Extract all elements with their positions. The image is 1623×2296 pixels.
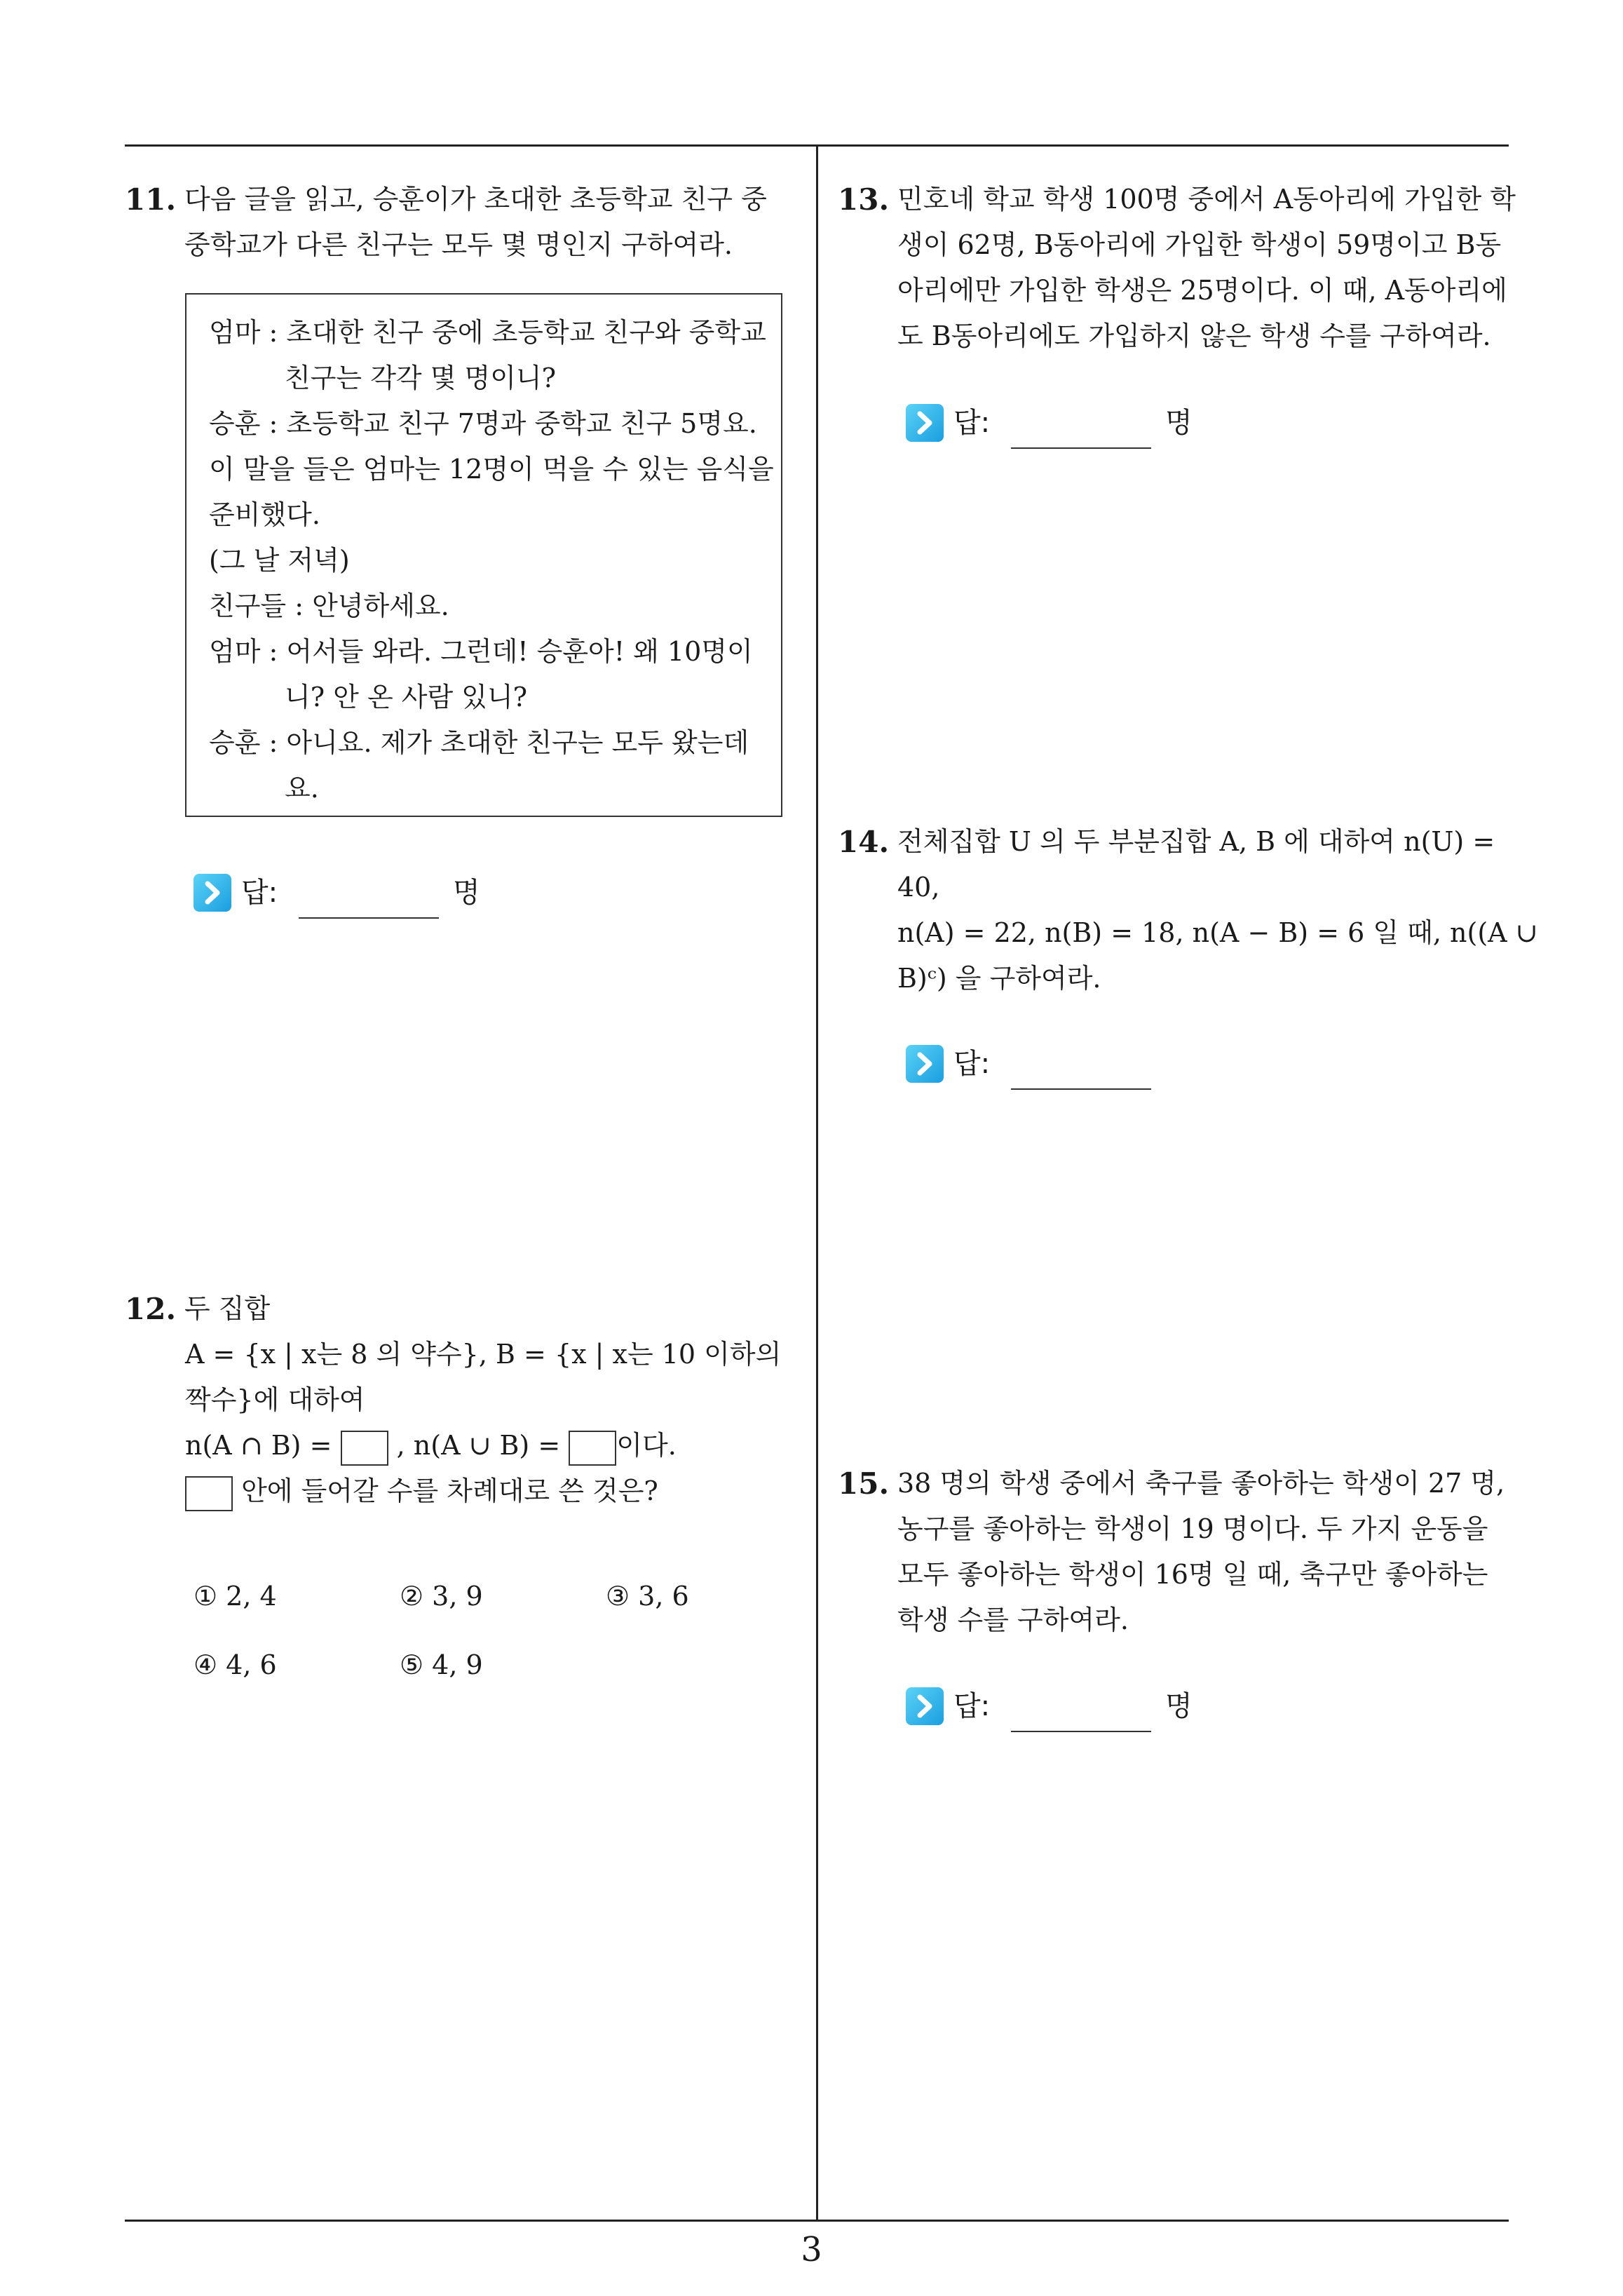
answer-blank-line[interactable] (1011, 447, 1151, 449)
question-text-line (185, 1423, 816, 1468)
answer-label: 답: (241, 877, 278, 909)
choice-2[interactable]: ② 3, 9 (400, 1581, 483, 1612)
dialog-line: 엄마 : 초대한 친구 중에 초등학교 친구와 중학교 (209, 317, 766, 348)
answer-blank-line[interactable] (1011, 1088, 1151, 1090)
chevron-right-icon (906, 1687, 944, 1725)
dialog-box (185, 293, 782, 817)
question-number: 11. (125, 182, 177, 217)
question-text-line: 다음 글을 읽고, 승훈이가 초대한 초등학교 친구 중 (184, 184, 767, 215)
answer-label: 답: (953, 407, 991, 439)
dialog-line: 친구들 : 안녕하세요. (209, 590, 449, 621)
question-text-line: 40, (897, 872, 940, 903)
question-12-body (185, 1332, 816, 1514)
answer-field-14[interactable] (906, 1038, 1200, 1094)
dialog-line: 준비했다. (209, 499, 320, 530)
answer-field-13[interactable] (906, 397, 1200, 453)
question-text-line: 38 명의 학생 중에서 축구를 좋아하는 학생이 27 명, (897, 1468, 1505, 1499)
formula-part: n(A ∩ B) = (185, 1430, 332, 1461)
question-text-line: n(A) = 22, n(B) = 18, n(A − B) = 6 일 때, n((A ∪ (897, 917, 1538, 948)
question-number: 12. (125, 1292, 177, 1326)
question-text-line: 도 B동아리에도 가입하지 않은 학생 수를 구하여라. (897, 320, 1491, 351)
dialog-line: 승훈 : 초등학교 친구 7명과 중학교 친구 5명요. (209, 408, 757, 439)
column-divider (816, 144, 818, 2222)
blank-box (341, 1431, 388, 1466)
question-text-line: 아리에만 가입한 학생은 25명이다. 이 때, A동아리에 (897, 275, 1507, 306)
dialog-line: 니? 안 온 사람 있니? (285, 682, 528, 713)
answer-blank-line[interactable] (299, 917, 439, 919)
question-text-line: 민호네 학교 학생 100명 중에서 A동아리에 가입한 학 (897, 184, 1516, 215)
question-number: 14. (838, 825, 890, 859)
page-number: 3 (801, 2230, 822, 2269)
dialog-line: 요. (285, 773, 319, 804)
formula-part: , n(A ∪ B) = (396, 1430, 561, 1461)
question-number: 13. (838, 182, 890, 217)
question-text-line: 생이 62명, B동아리에 가입한 학생이 59명이고 B동 (897, 229, 1502, 260)
question-text-line: 중학교가 다른 친구는 모두 몇 명인지 구하여라. (184, 229, 733, 260)
bottom-rule (125, 2220, 1509, 2222)
blank-box (185, 1476, 233, 1511)
answer-unit: 명 (1165, 1690, 1193, 1722)
chevron-right-icon (193, 874, 231, 912)
question-text-line (185, 1468, 816, 1514)
answer-field-15[interactable] (906, 1680, 1200, 1736)
question-number: 15. (838, 1466, 890, 1501)
question-text-line: 학생 수를 구하여라. (897, 1605, 1129, 1635)
answer-unit: 명 (1165, 407, 1193, 439)
question-text-line: 두 집합 (184, 1293, 271, 1324)
formula-part: 이다. (616, 1430, 677, 1461)
answer-unit: 명 (453, 877, 480, 909)
question-text: 안에 들어갈 수를 차례대로 쓴 것은? (241, 1475, 658, 1506)
blank-box (569, 1431, 616, 1466)
choice-1[interactable]: ① 2, 4 (193, 1581, 277, 1612)
question-text-line: 짝수}에 대하여 (185, 1384, 365, 1415)
question-text-line: B)ᶜ) 을 구하여라. (897, 963, 1101, 994)
chevron-right-icon (906, 404, 944, 442)
chevron-right-icon (906, 1045, 944, 1083)
dialog-line: 친구는 각각 몇 명이니? (285, 363, 556, 393)
dialog-line: 이 말을 들은 엄마는 12명이 먹을 수 있는 음식을 (209, 454, 774, 485)
dialog-line: 엄마 : 어서들 와라. 그런데! 승훈아! 왜 10명이 (209, 636, 753, 667)
question-text-line: 전체집합 U 의 두 부분집합 A, B 에 대하여 n(U) = (897, 826, 1495, 857)
choice-4[interactable]: ④ 4, 6 (193, 1649, 277, 1680)
question-text-line: A = {x | x는 8 의 약수}, B = {x | x는 10 이하의 (185, 1339, 782, 1370)
dialog-line: 승훈 : 아니요. 제가 초대한 친구는 모두 왔는데 (209, 727, 749, 758)
answer-label: 답: (953, 1048, 991, 1080)
answer-label: 답: (953, 1690, 991, 1722)
dialog-line: (그 날 저녁) (209, 545, 350, 576)
answer-blank-line[interactable] (1011, 1731, 1151, 1732)
question-text-line: 농구를 좋아하는 학생이 19 명이다. 두 가지 운동을 (897, 1513, 1488, 1544)
answer-field-11[interactable] (193, 867, 488, 923)
question-text-line: 모두 좋아하는 학생이 16명 일 때, 축구만 좋아하는 (897, 1559, 1488, 1590)
choice-3[interactable]: ③ 3, 6 (606, 1581, 689, 1612)
choice-5[interactable]: ⑤ 4, 9 (400, 1649, 483, 1680)
